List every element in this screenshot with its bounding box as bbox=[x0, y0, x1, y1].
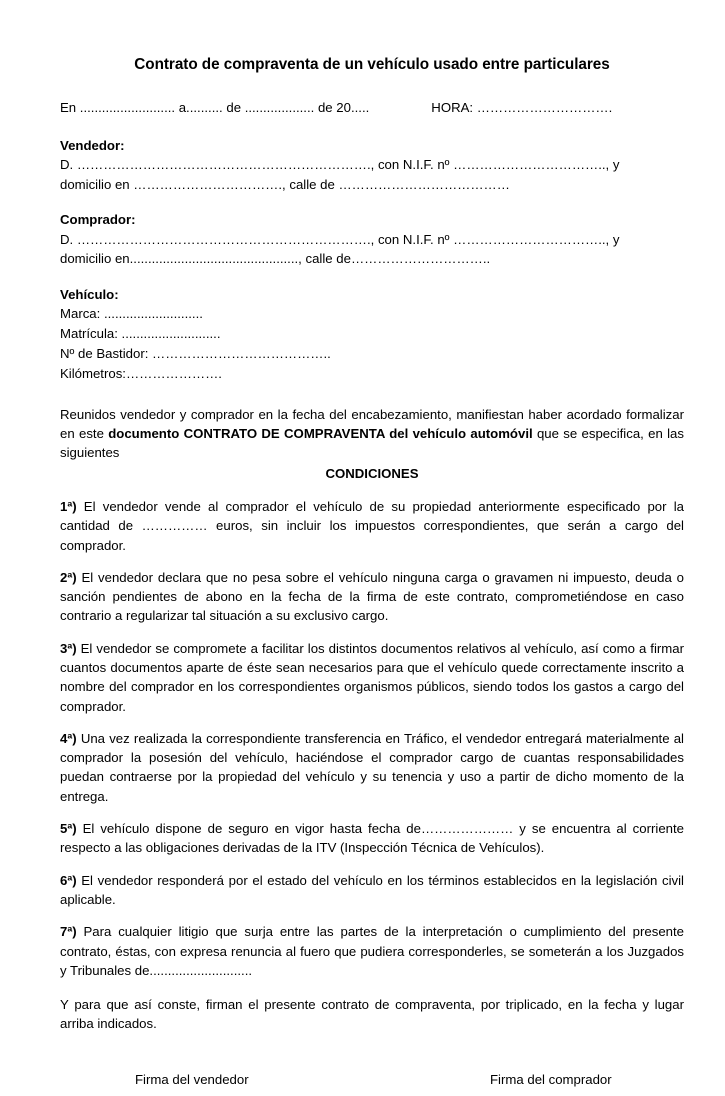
clause-3-number: 3ª) bbox=[60, 640, 77, 656]
clause-1-number: 1ª) bbox=[60, 498, 77, 514]
seller-address-line: domicilio en ……………………………., calle de ………………………………… bbox=[60, 176, 510, 192]
buyer-name-line: D. …………………………………………………………., con N.I.F. nº …………………………….., y bbox=[60, 231, 620, 247]
clause-5-number: 5ª) bbox=[60, 821, 77, 837]
clause-2-number: 2ª) bbox=[60, 569, 77, 585]
clause-4 bbox=[60, 729, 684, 806]
seller-section-label: Vendedor: bbox=[60, 137, 125, 153]
clause-5 bbox=[60, 819, 684, 858]
clause-4-number: 4ª) bbox=[60, 730, 77, 746]
seller-signature-label: Firma del vendedor bbox=[135, 1071, 249, 1087]
clause-7 bbox=[60, 922, 684, 980]
buyer-signature-label: Firma del comprador bbox=[490, 1071, 612, 1087]
clause-1-text: El vendedor vende al comprador el vehículo de su propiedad anteriormente especificado por la cantidad de …………… euros, sin incluir los impuestos correspondientes, que serán a cargo del comprador. bbox=[60, 498, 684, 553]
vehicle-field-marca: Marca: ........................... bbox=[60, 306, 203, 322]
signature-row bbox=[60, 1070, 684, 1096]
clause-6 bbox=[60, 871, 684, 910]
intro-text-part2: que se especifica, en las siguientes bbox=[60, 425, 684, 461]
seller-section bbox=[60, 136, 684, 195]
clause-6-text: El vendedor responderá por el estado del vehículo en los términos establecidos en la legislación civil aplicable. bbox=[60, 872, 684, 907]
conditions-heading: CONDICIONES bbox=[325, 466, 419, 482]
vehicle-field-bastidor: Nº de Bastidor: ………………………………….. bbox=[60, 345, 331, 361]
vehicle-section bbox=[60, 285, 684, 384]
place-date-line: En .......................... a.......... de ................... de 20..... bbox=[60, 100, 370, 116]
header-date-row bbox=[60, 98, 684, 118]
clause-6-number: 6ª) bbox=[60, 872, 77, 888]
clause-7-number: 7ª) bbox=[60, 924, 77, 940]
seller-name-line: D. …………………………………………………………., con N.I.F. nº …………………………….., y bbox=[60, 157, 620, 173]
clause-2 bbox=[60, 568, 684, 626]
buyer-section-label: Comprador: bbox=[60, 212, 136, 228]
closing-paragraph: Y para que así conste, firman el presente contrato de compraventa, por triplicado, en la fecha y lugar arriba indicados. bbox=[60, 997, 684, 1032]
clause-4-text: Una vez realizada la correspondiente transferencia en Tráfico, el vendedor entregará materialmente al comprador la posesión del vehículo, haciéndose el comprador cargo de cuantas responsabilidades puedan contraerse por la propiedad del vehículo y su tenencia y uso a partir de dicho momento de la entrega. bbox=[60, 730, 684, 804]
intro-paragraph bbox=[60, 405, 684, 463]
intro-text-emphasis: documento CONTRATO DE COMPRAVENTA del vehículo automóvil bbox=[108, 425, 533, 441]
clause-3 bbox=[60, 639, 684, 716]
buyer-section bbox=[60, 210, 684, 269]
clause-3-text: El vendedor se compromete a facilitar los distintos documentos relativos al vehículo, así como a firmar cuantos documentos aparte de éste sean necesarios para que el vehículo quede correctamente inscrito a nombre del comprador en los correspondientes organismos públicos, siendo todos los gastos a cargo del comprador. bbox=[60, 640, 684, 714]
clause-5-text: El vehículo dispone de seguro en vigor hasta fecha de………………… y se encuentra al corriente respecto a las obligaciones derivadas de la ITV (Inspección Técnica de Vehículos). bbox=[60, 821, 684, 856]
clause-7-text: Para cualquier litigio que surja entre las partes de la interpretación o cumplimiento del presente contrato, éstas, con expresa renuncia al fuero que pudiera corresponderles, se someterán a los Juzgados y Tribunales de............................ bbox=[60, 924, 684, 978]
buyer-address-line: domicilio en.............................................., calle de………………………….. bbox=[60, 251, 491, 267]
vehicle-field-matricula: Matrícula: ........................... bbox=[60, 326, 221, 342]
clause-2-text: El vendedor declara que no pesa sobre el vehículo ninguna carga o gravamen ni impuesto, deuda o sanción pendientes de abono en la fecha de la firma de este contrato, comprometiéndose en caso contrario a regularizar tal situación a su exclusivo cargo. bbox=[60, 569, 684, 624]
page-title: Contrato de compraventa de un vehículo usado entre particulares bbox=[134, 56, 610, 73]
hora-line: HORA: …………………………. bbox=[431, 100, 613, 116]
clause-1 bbox=[60, 497, 684, 555]
document-content bbox=[60, 0, 684, 1096]
vehicle-field-kilometros: Kilómetros:…………………. bbox=[60, 365, 222, 381]
vehicle-section-label: Vehículo: bbox=[60, 286, 119, 302]
intro-text-part1: Reunidos vendedor y comprador en la fecha del encabezamiento, manifiestan haber acordado formalizar en este bbox=[60, 406, 684, 441]
